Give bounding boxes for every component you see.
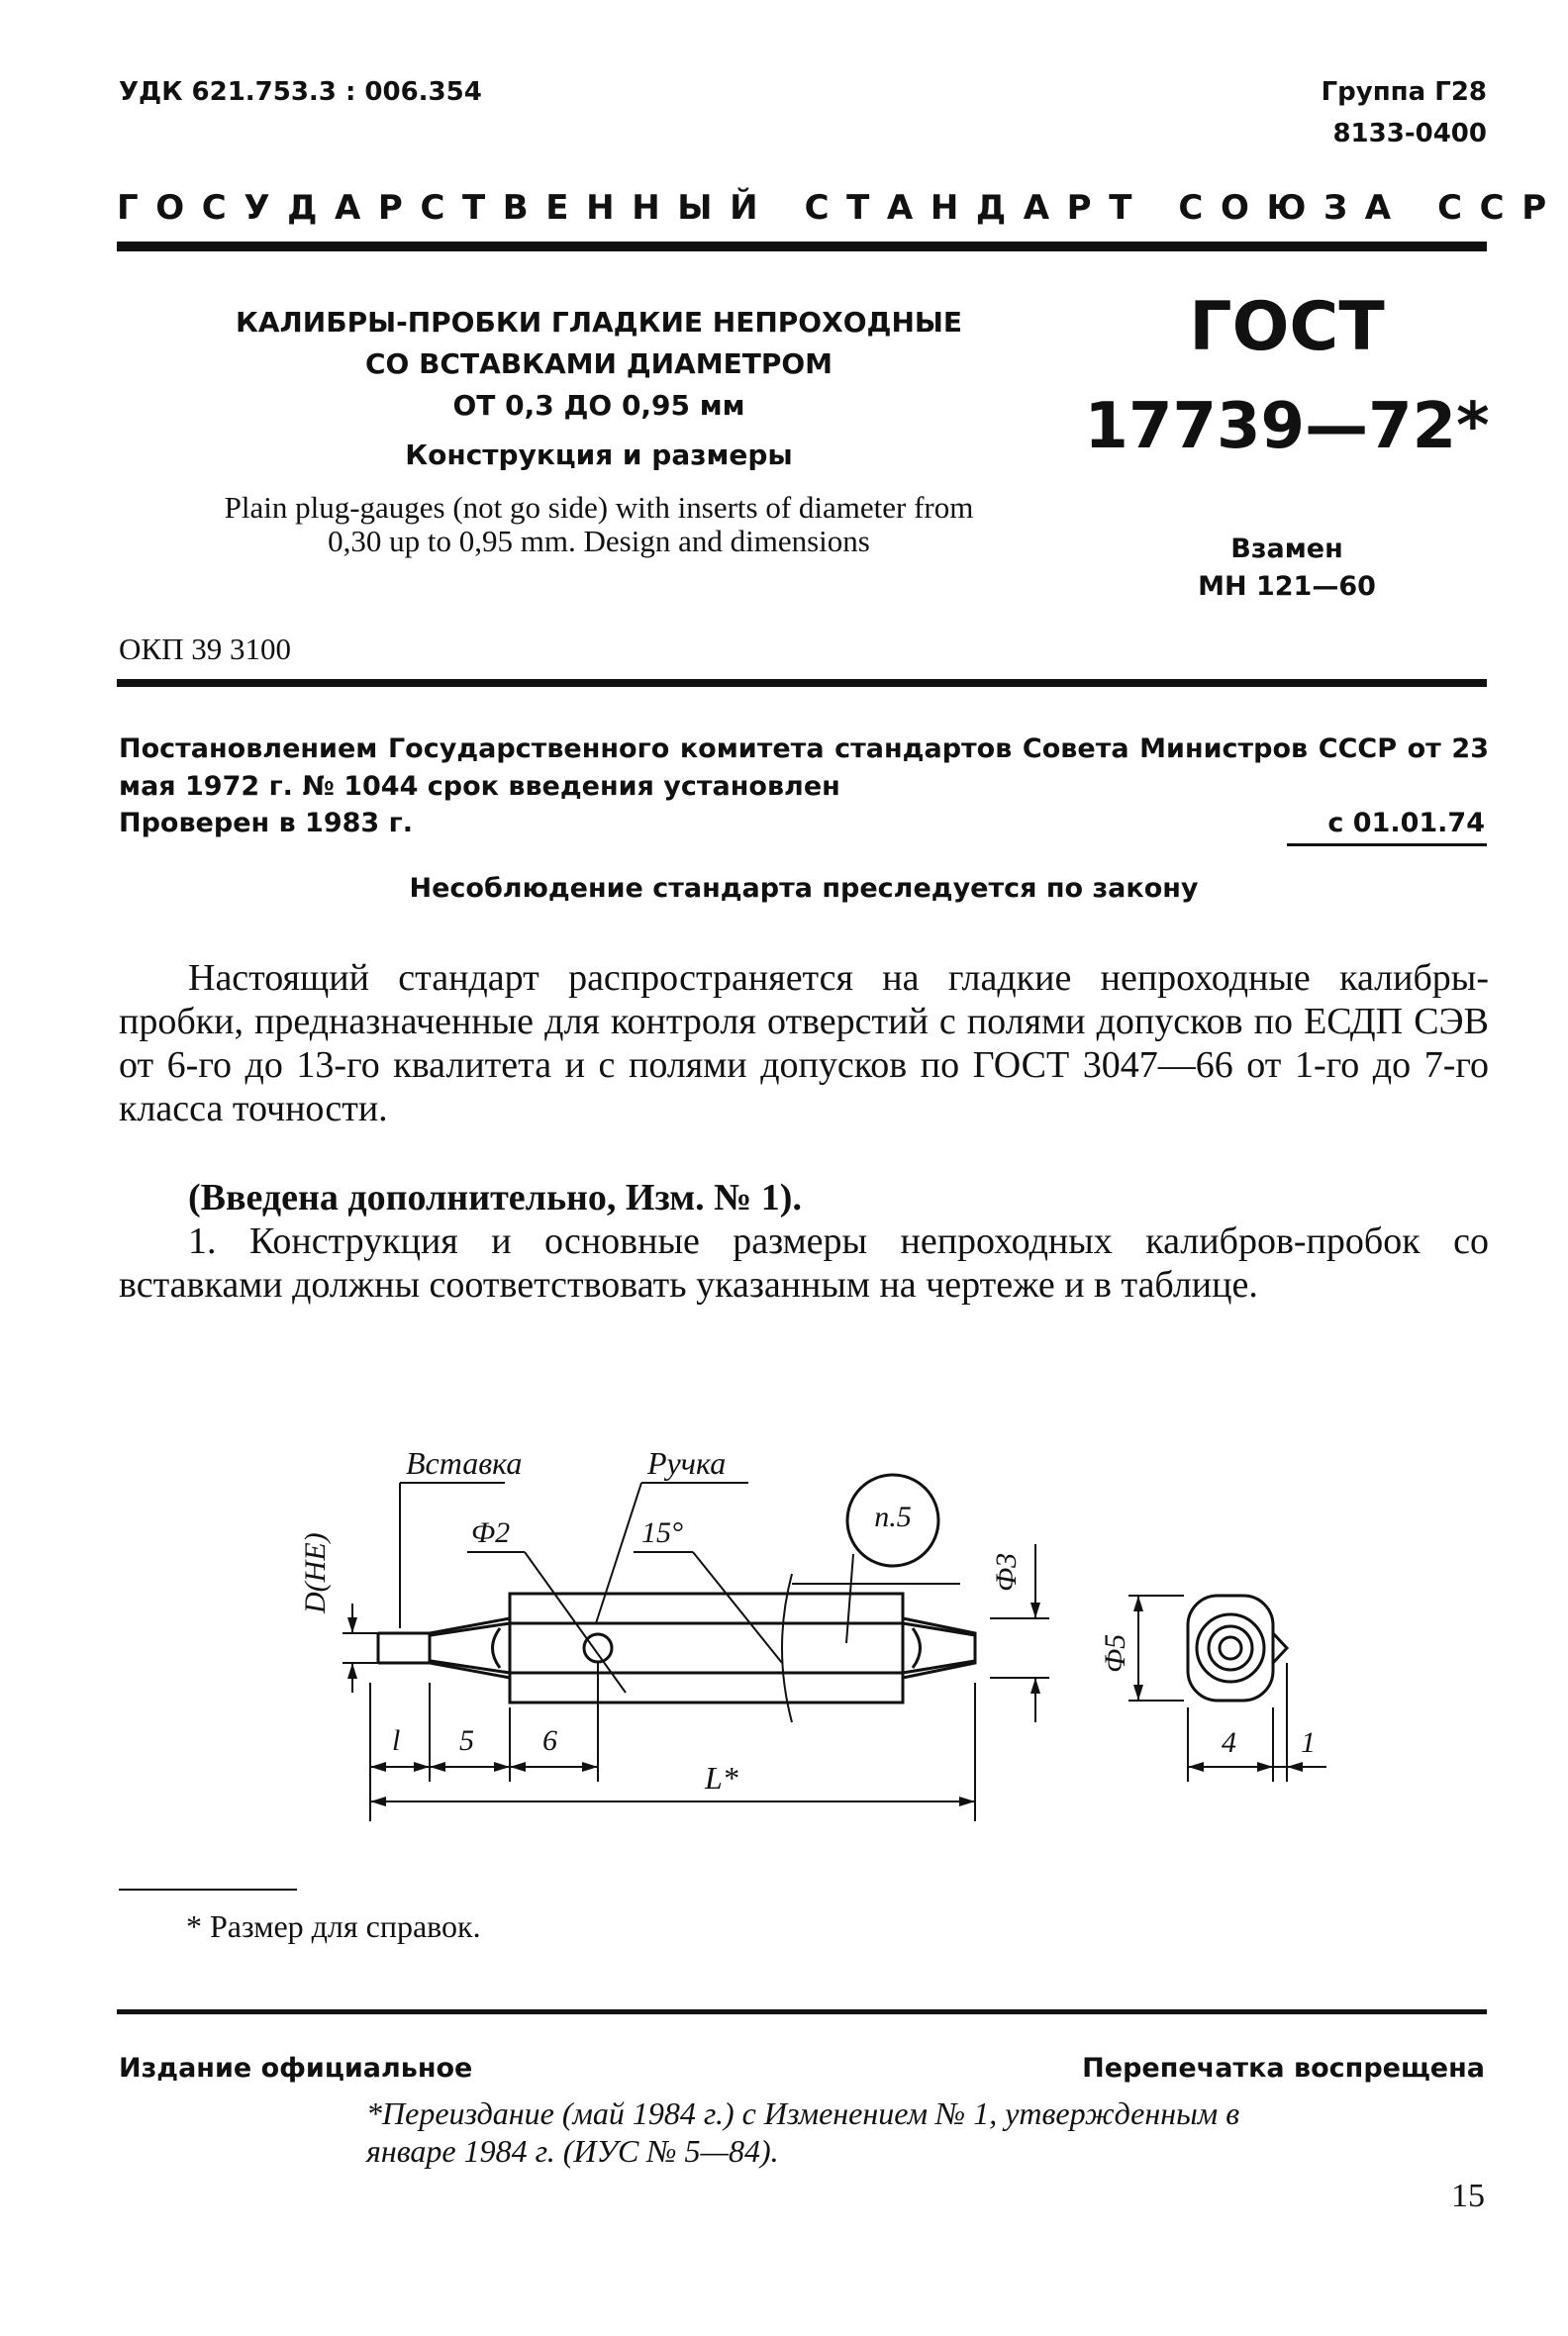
legal-warning: Несоблюдение стандарта преследуется по закону xyxy=(409,873,1199,904)
label-dim-5: 5 xyxy=(459,1724,474,1757)
english-title: Plain plug-gauges (not go side) with inserts of diameter from 0,30 up to 0,95 mm. Design and dimensions xyxy=(224,490,974,558)
label-phi2: Ф2 xyxy=(471,1516,511,1549)
leaders xyxy=(343,1483,1049,1722)
label-handle: Ручка xyxy=(647,1445,727,1481)
decree-text: Постановлением Государственного комитета стандартов Совета Министров СССР от 23 мая 1972 г. № 1044 срок введения установлен xyxy=(119,733,1489,802)
okp-code: ОКП 39 3100 xyxy=(119,632,291,666)
checked-year: Проверен в 1983 г. xyxy=(119,808,413,838)
footer-rule xyxy=(117,2009,1487,2014)
replaces-value: МН 121—60 xyxy=(1198,571,1376,602)
insert-pin xyxy=(378,1633,430,1663)
amendment-note: (Введена дополнительно, Изм. № 1). xyxy=(188,1177,802,1218)
handle-body xyxy=(430,1594,975,1703)
label-dim-4: 4 xyxy=(1222,1726,1236,1759)
effective-date: с 01.01.74 xyxy=(1327,808,1485,838)
title-line-3: ОТ 0,3 ДО 0,95 мм xyxy=(452,389,745,422)
label-dim-L: L* xyxy=(705,1760,738,1796)
gost-number: 17739—72* xyxy=(1084,390,1490,463)
label-phi5: Ф5 xyxy=(1099,1633,1131,1673)
label-note-ref: п.5 xyxy=(874,1501,912,1533)
official-edition: Издание официальное xyxy=(119,2053,473,2084)
footnote: * Размер для справок. xyxy=(186,1908,481,1944)
label-dim-6: 6 xyxy=(542,1724,557,1757)
label-angle: 15° xyxy=(641,1516,683,1549)
label-dim-1: 1 xyxy=(1301,1726,1316,1759)
label-dim-l: l xyxy=(392,1724,401,1757)
banner-title: ГОСУДАРСТВЕННЫЙ СТАНДАРТ СОЮЗА ССР xyxy=(117,188,1564,228)
reissue-note: *Переиздание (май 1984 г.) с Изменением № 1, утвержденным в январе 1984 г. (ИУС № 5—84). xyxy=(366,2095,1240,2169)
replaces-label: Взамен xyxy=(1230,534,1343,564)
label-d-he: D(НЕ) xyxy=(299,1532,332,1613)
udk-code: УДК 621.753.3 : 006.354 xyxy=(119,77,482,107)
group-code: Группа Г28 xyxy=(1321,77,1487,107)
intro-paragraph: Настоящий стандарт распространяется на гладкие непроходные калибры-пробки, предназначенные для контроля отверстий с полями допусков по ЕСДП СЭВ от 6-го до 13-го квалитета и с полями допусков по ГОСТ 3047—66 от 1-го до 7-го класса точности. xyxy=(119,957,1489,1129)
label-phi3: Ф3 xyxy=(990,1552,1023,1592)
page-number: 15 xyxy=(1451,2178,1485,2214)
okp-code-top: 8133-0400 xyxy=(1332,119,1487,148)
clause-1: 1. Конструкция и основные размеры непроходных калибров-пробок со вставками должны соответствовать указанным на чертеже и в таблице. xyxy=(119,1220,1489,1306)
title-line-1: КАЛИБРЫ-ПРОБКИ ГЛАДКИЕ НЕПРОХОДНЫЕ xyxy=(235,306,963,339)
gost-label: ГОСТ xyxy=(1189,288,1385,366)
label-insert: Вставка xyxy=(406,1445,523,1481)
title-line-2: СО ВСТАВКАМИ ДИАМЕТРОМ xyxy=(364,347,833,380)
footnote-rule xyxy=(119,1889,297,1891)
reprint-notice: Перепечатка воспрещена xyxy=(1082,2053,1485,2084)
subtitle: Конструкция и размеры xyxy=(405,438,793,471)
